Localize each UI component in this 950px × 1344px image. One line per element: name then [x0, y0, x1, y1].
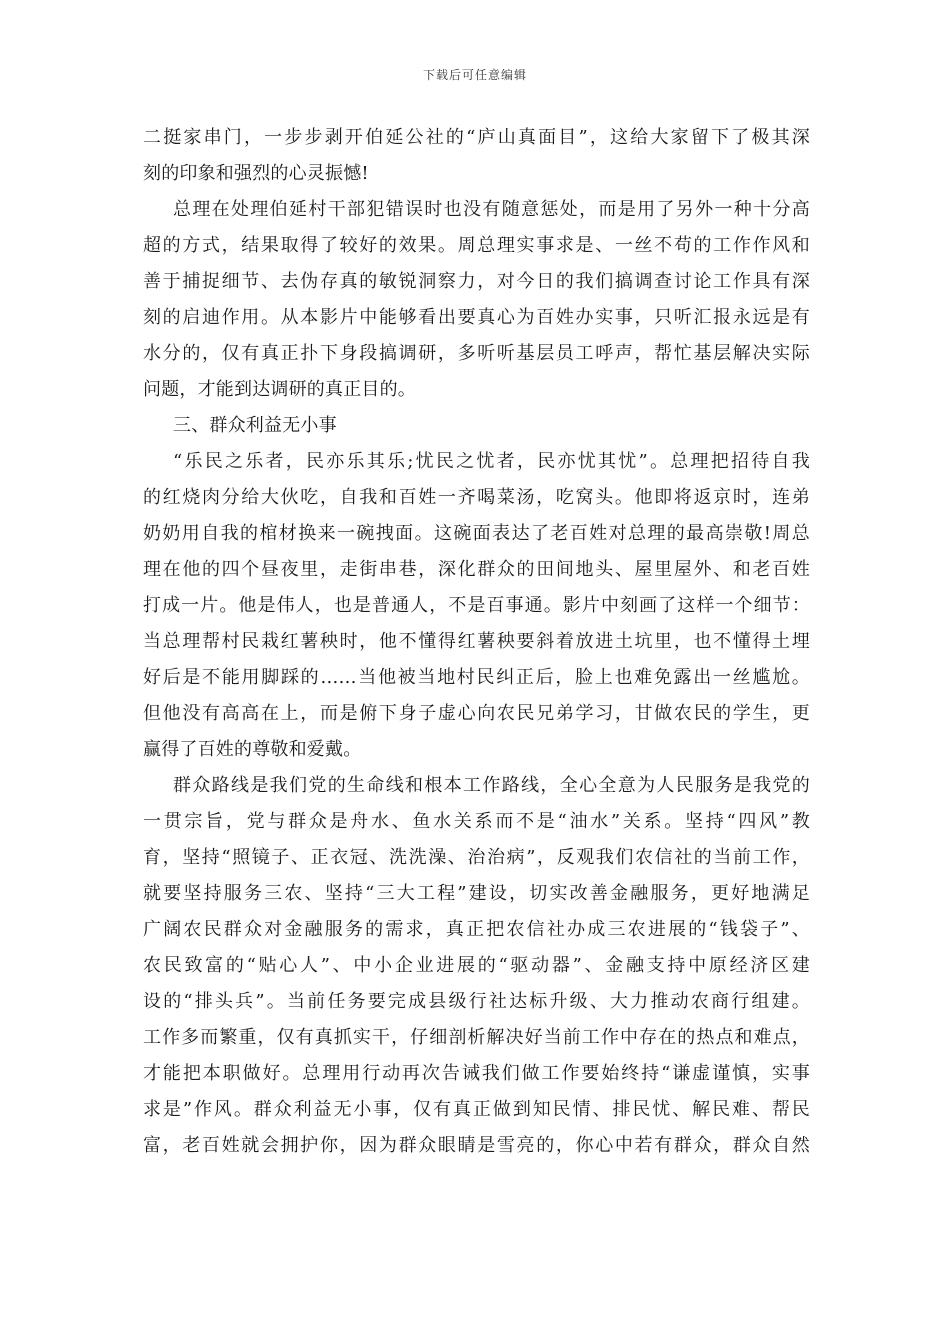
- text-line: 但他没有高高在上，而是俯下身子虚心向农民兄弟学习，甘做农民的学生，更: [143, 703, 810, 724]
- text-line: 就要坚持服务三农、坚持“三大工程”建设，切实改善金融服务，更好地满足: [143, 883, 810, 904]
- text-line: 问题，才能到达调研的真正目的。: [143, 379, 416, 400]
- text-line: 刻的印象和强烈的心灵振憾!: [143, 163, 369, 184]
- text-line: 一贯宗旨，党与群众是舟水、鱼水关系而不是“油水”关系。坚持“四风”教: [143, 811, 810, 832]
- text-line: 三、群众利益无小事: [173, 415, 337, 436]
- text-line: 奶奶用自我的棺材换来一碗拽面。这碗面表达了老百姓对总理的最高崇敬!周总: [143, 523, 810, 544]
- text-line: 群众路线是我们党的生命线和根本工作路线，全心全意为人民服务是我党的: [173, 775, 810, 796]
- text-line: 打成一片。他是伟人，也是普通人，不是百事通。影片中刻画了这样一个细节：: [143, 595, 810, 616]
- text-line: 求是”作风。群众利益无小事，仅有真正做到知民情、排民忧、解民难、帮民: [143, 1099, 810, 1120]
- text-line: 工作多而繁重，仅有真抓实干，仔细剖析解决好当前工作中存在的热点和难点，: [143, 1027, 810, 1048]
- text-line: 育，坚持“照镜子、正衣冠、洗洗澡、治治病”，反观我们农信社的当前工作，: [143, 847, 810, 868]
- text-line: 二挺家串门，一步步剥开伯延公社的“庐山真面目”，这给大家留下了极其深: [143, 127, 810, 148]
- text-line: 设的“排头兵”。当前任务要完成县级行社达标升级、大力推动农商行组建。: [143, 991, 810, 1012]
- text-line: 当总理帮村民栽红薯秧时，他不懂得红薯秧要斜着放进土坑里，也不懂得土埋: [143, 631, 810, 652]
- text-line: 富，老百姓就会拥护你，因为群众眼睛是雪亮的，你心中若有群众，群众自然: [143, 1135, 810, 1156]
- text-line: 善于捕捉细节、去伪存真的敏锐洞察力，对今日的我们搞调查讨论工作具有深: [143, 271, 810, 292]
- page-header: 下载后可任意编辑: [422, 68, 527, 82]
- text-line: 好后是不能用脚踩的……当他被当地村民纠正后，脸上也难免露出一丝尴尬。: [143, 667, 810, 688]
- text-line: 总理在处理伯延村干部犯错误时也没有随意惩处，而是用了另外一种十分高: [173, 199, 810, 220]
- text-line: 水分的，仅有真正扑下身段搞调研，多听听基层员工呼声，帮忙基层解决实际: [143, 343, 810, 364]
- text-line: 的红烧肉分给大伙吃，自我和百姓一齐喝菜汤，吃窝头。他即将返京时，连弟: [143, 487, 810, 508]
- text-line: 农民致富的“贴心人”、中小企业进展的“驱动器”、金融支持中原经济区建: [143, 955, 810, 976]
- text-line: “乐民之乐者，民亦乐其乐;忧民之忧者，民亦忧其忧”。总理把招待自我: [173, 451, 810, 472]
- document-body: [143, 120, 810, 1164]
- text-line: 赢得了百姓的尊敬和爱戴。: [143, 739, 362, 760]
- text-line: 广阔农民群众对金融服务的需求，真正把农信社办成三农进展的“钱袋子”、: [143, 919, 810, 940]
- text-line: 理在他的四个昼夜里，走街串巷，深化群众的田间地头、屋里屋外、和老百姓: [143, 559, 810, 580]
- text-line: 超的方式，结果取得了较好的效果。周总理实事求是、一丝不苟的工作作风和: [143, 235, 810, 256]
- text-line: 刻的启迪作用。从本影片中能够看出要真心为百姓办实事，只听汇报永远是有: [143, 307, 810, 328]
- text-line: 才能把本职做好。总理用行动再次告诫我们做工作要始终持“谦虚谨慎，实事: [143, 1063, 810, 1084]
